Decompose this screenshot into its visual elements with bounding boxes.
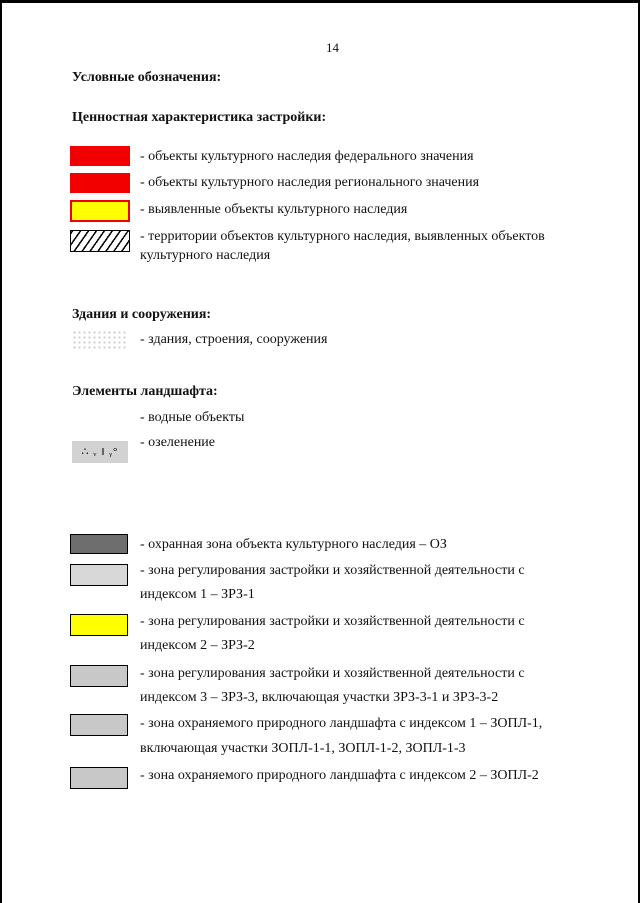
swatch-buildings bbox=[72, 330, 128, 350]
swatch-regional-heritage bbox=[70, 173, 130, 193]
legend-label-identified: - выявленные объекты культурного наследия bbox=[140, 202, 408, 217]
legend-label-buildings: - здания, строения, сооружения bbox=[140, 332, 328, 347]
page-frame-left bbox=[0, 0, 2, 903]
legend-label-regional: - объекты культурного наследия регионального значения bbox=[140, 175, 480, 190]
swatch-federal-heritage bbox=[70, 146, 130, 166]
zone-label-zopl1-line1: - зона охраняемого природного ландшафта с индексом 1 – ЗОПЛ-1, bbox=[140, 716, 543, 731]
zone-label-oz: - охранная зона объекта культурного наследия – ОЗ bbox=[140, 537, 447, 552]
page-number: 14 bbox=[326, 40, 339, 55]
swatch-greenery-icon: ∴ ᵥ ‖ ᵧ° bbox=[72, 441, 128, 463]
swatch-zone-zrz2 bbox=[70, 614, 128, 636]
swatch-identified-heritage bbox=[70, 200, 130, 222]
legend-label-federal: - объекты культурного наследия федерального значения bbox=[140, 149, 474, 164]
zone-label-zrz2-line1: - зона регулирования застройки и хозяйственной деятельности с bbox=[140, 614, 525, 629]
swatch-zone-zopl1 bbox=[70, 714, 128, 736]
legend-label-water: - водные объекты bbox=[140, 410, 245, 425]
swatch-zone-zopl2 bbox=[70, 767, 128, 789]
zone-label-zopl2: - зона охраняемого природного ландшафта с индексом 2 – ЗОПЛ-2 bbox=[140, 768, 539, 783]
zone-label-zrz2-line2: индексом 2 – ЗРЗ-2 bbox=[140, 638, 255, 653]
page-frame-top bbox=[0, 0, 640, 3]
zone-label-zrz1-line1: - зона регулирования застройки и хозяйственной деятельности с bbox=[140, 563, 525, 578]
section-heading-landscape: Элементы ландшафта: bbox=[72, 384, 218, 399]
section-heading-buildings: Здания и сооружения: bbox=[72, 307, 212, 322]
legend-label-territory-line2: культурного наследия bbox=[140, 248, 271, 263]
zone-label-zrz3-line1: - зона регулирования застройки и хозяйственной деятельности с bbox=[140, 666, 525, 681]
legend-label-greenery: - озеленение bbox=[140, 435, 216, 450]
swatch-zone-zrz3 bbox=[70, 665, 128, 687]
zone-label-zrz1-line2: индексом 1 – ЗРЗ-1 bbox=[140, 587, 255, 602]
zone-label-zrz3-line2: индексом 3 – ЗРЗ-3, включающая участки ЗРЗ-3-1 и ЗРЗ-3-2 bbox=[140, 690, 499, 705]
swatch-zone-zrz1 bbox=[70, 564, 128, 586]
swatch-zone-oz bbox=[70, 534, 128, 554]
legend-title: Условные обозначения: bbox=[72, 70, 222, 85]
section-heading-value: Ценностная характеристика застройки: bbox=[72, 110, 327, 125]
legend-label-territory-line1: - территории объектов культурного наследия, выявленных объектов bbox=[140, 229, 545, 244]
zone-label-zopl1-line2: включающая участки ЗОПЛ-1-1, ЗОПЛ-1-2, ЗОПЛ-1-3 bbox=[140, 741, 466, 756]
swatch-heritage-territory bbox=[70, 230, 130, 252]
